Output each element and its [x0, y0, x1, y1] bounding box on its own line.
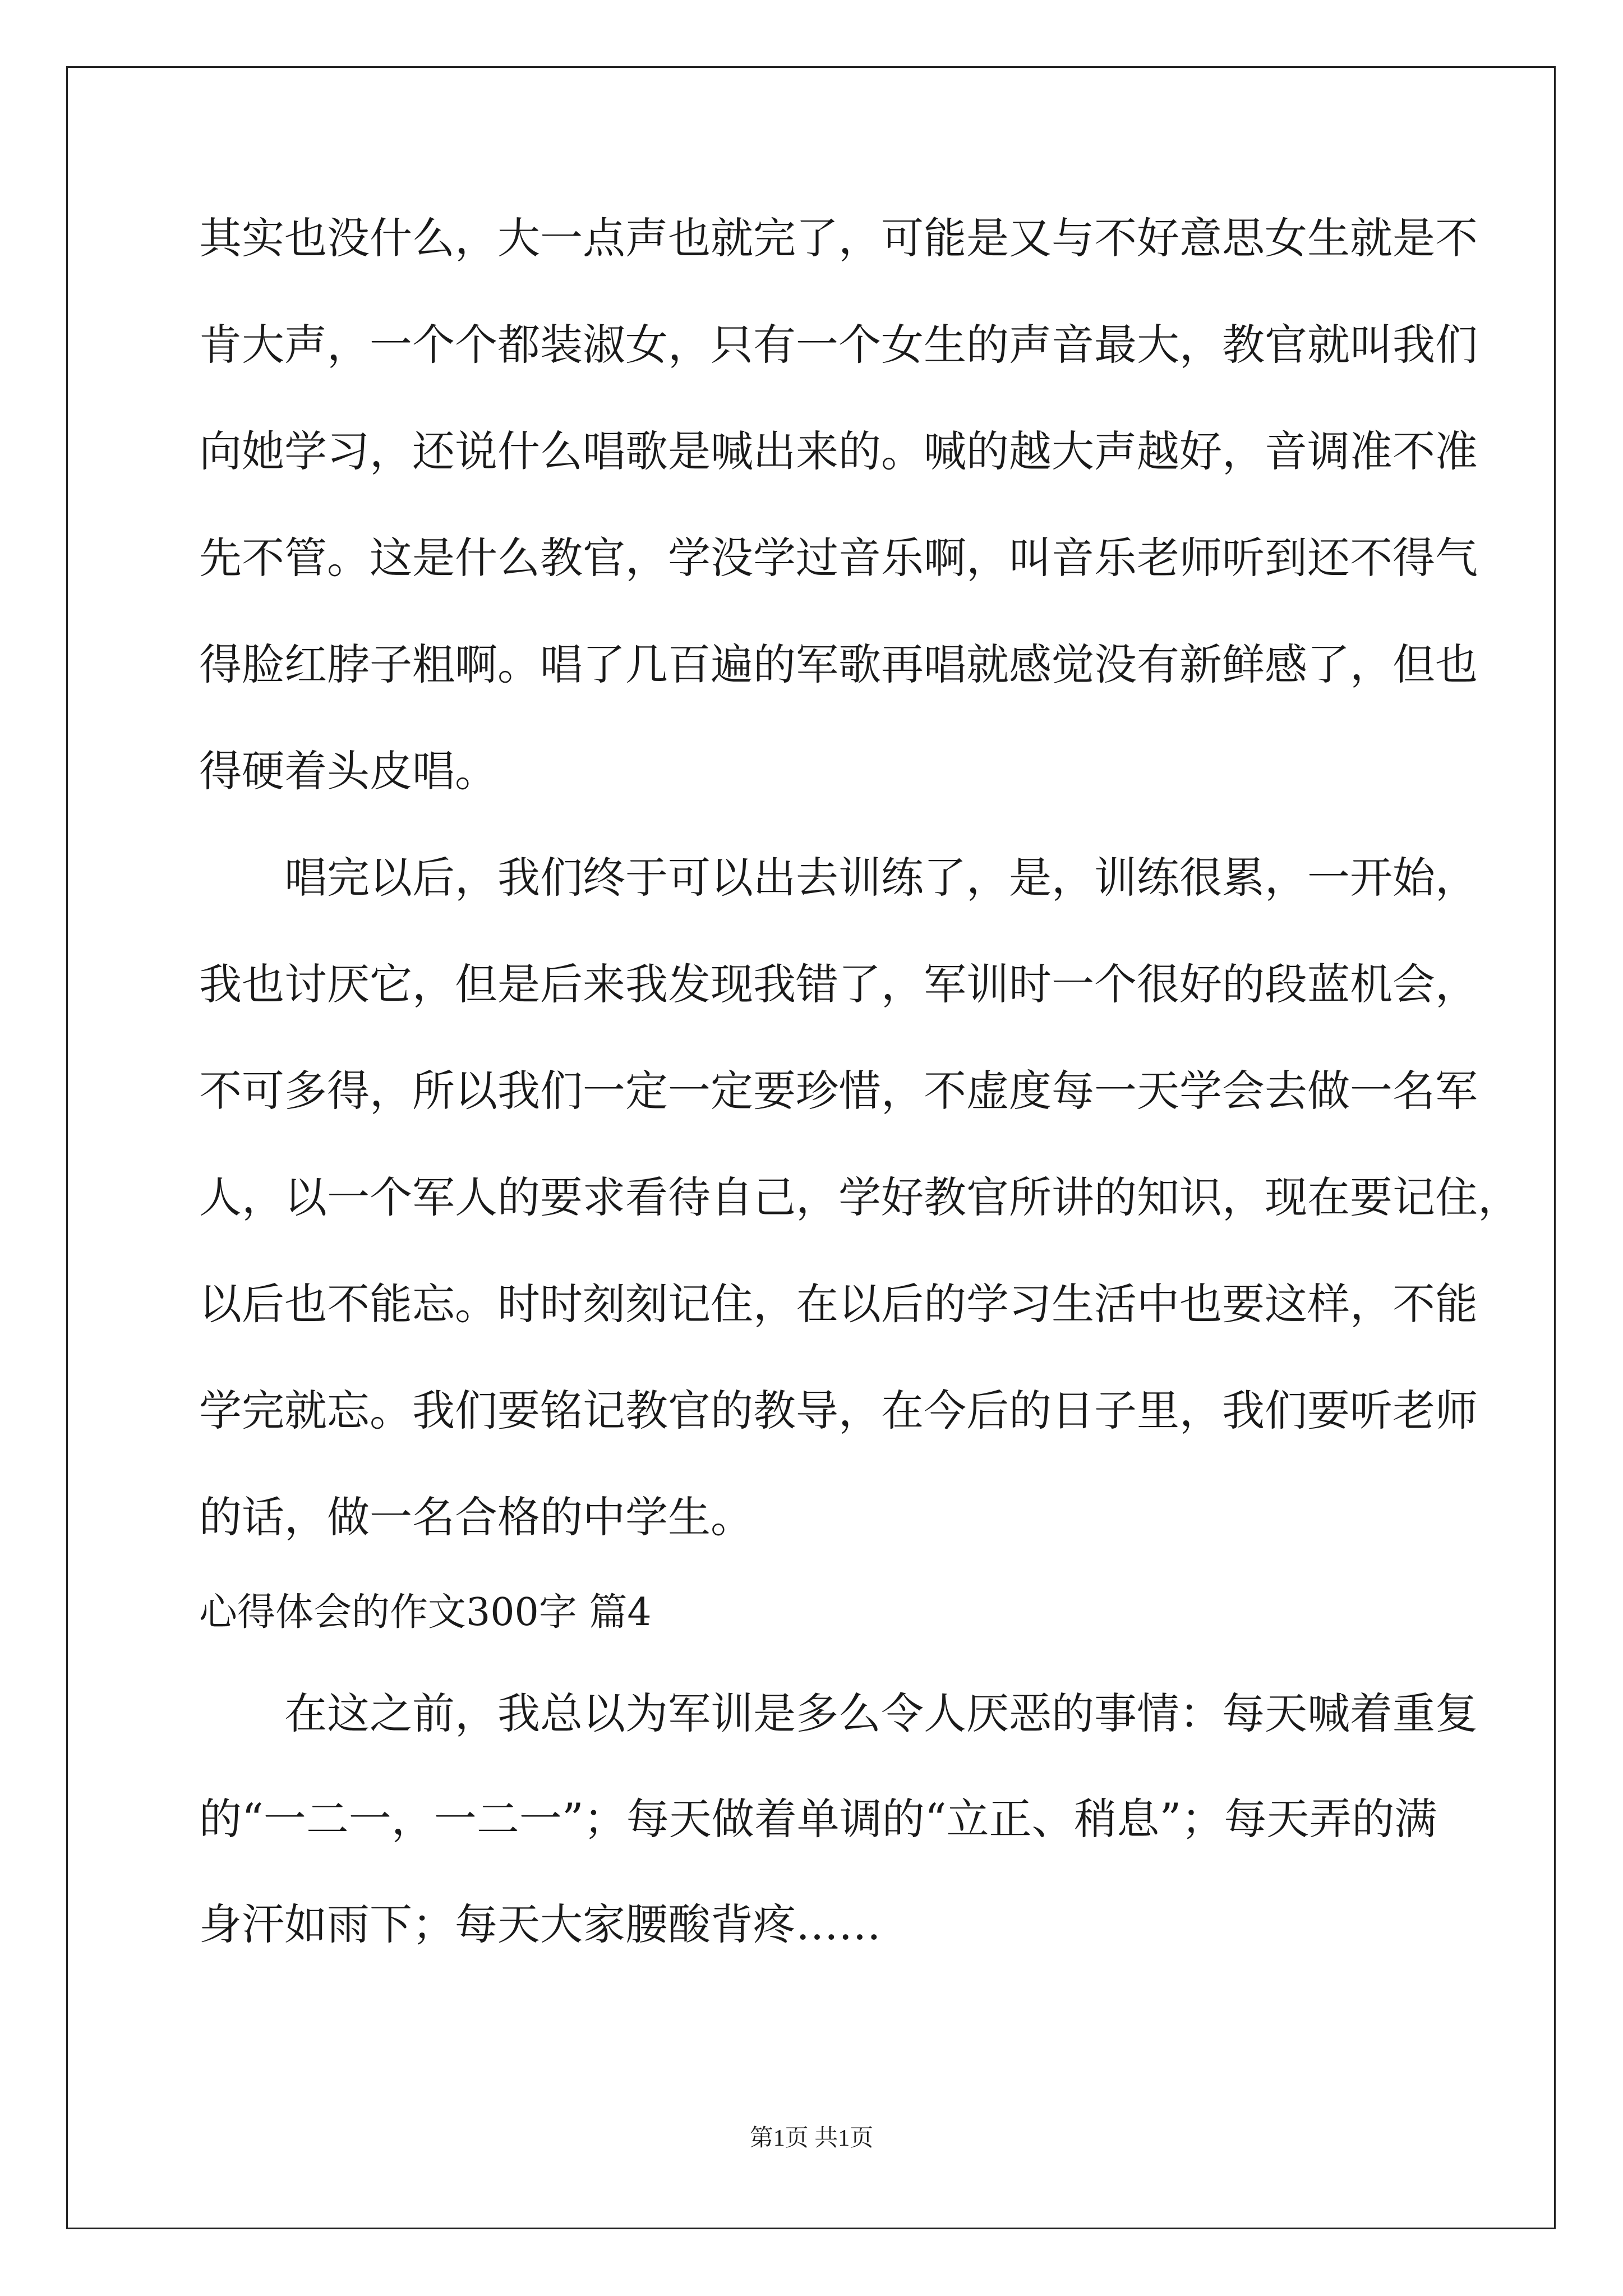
page-footer: 第1页 共1页 [749, 2125, 874, 2151]
paragraph-line: 唱完以后，我们终于可以出去训练了，是，训练很累，一开始， [284, 853, 1478, 903]
paragraph-line: 不可多得，所以我们一定一定要珍惜，不虚度每一天学会去做一名军 [199, 1066, 1478, 1116]
paragraph-line: 学完就忘。我们要铭记教官的教导，在今后的日子里，我们要听老师 [199, 1386, 1478, 1435]
paragraph-line: 我也讨厌它，但是后来我发现我错了，军训时一个很好的段蓝机会， [199, 959, 1478, 1009]
paragraph-line: 向她学习，还说什么唱歌是喊出来的。喊的越大声越好，音调准不准 [199, 426, 1478, 476]
paragraph-line: 身汗如雨下；每天大家腰酸背疼…… [199, 1899, 881, 1949]
paragraph-line: 的“一二一，一二一”；每天做着单调的“立正、稍息”；每天弄的满 [199, 1794, 1437, 1844]
section-heading: 心得体会的作文300字 篇4 [199, 1590, 652, 1635]
paragraph-line: 的话，做一名合格的中学生。 [199, 1492, 753, 1542]
paragraph-line: 肯大声，一个个都装淑女，只有一个女生的声音最大，教官就叫我们 [199, 320, 1478, 370]
paragraph-line: 其实也没什么，大一点声也就完了，可能是又与不好意思女生就是不 [199, 213, 1478, 263]
paragraph-line: 先不管。这是什么教官，学没学过音乐啊，叫音乐老师听到还不得气 [199, 533, 1478, 583]
paragraph-line: 在这之前，我总以为军训是多么令人厌恶的事情：每天喊着重复 [284, 1688, 1478, 1738]
paragraph-line: 以后也不能忘。时时刻刻记住，在以后的学习生活中也要这样，不能 [199, 1279, 1478, 1329]
paragraph-line: 得硬着头皮唱。 [199, 746, 497, 796]
paragraph-line: 得脸红脖子粗啊。唱了几百遍的军歌再唱就感觉没有新鲜感了，但也 [199, 639, 1478, 689]
paragraph-line: 人，以一个军人的要求看待自己，学好教官所讲的知识，现在要记住， [199, 1172, 1520, 1222]
